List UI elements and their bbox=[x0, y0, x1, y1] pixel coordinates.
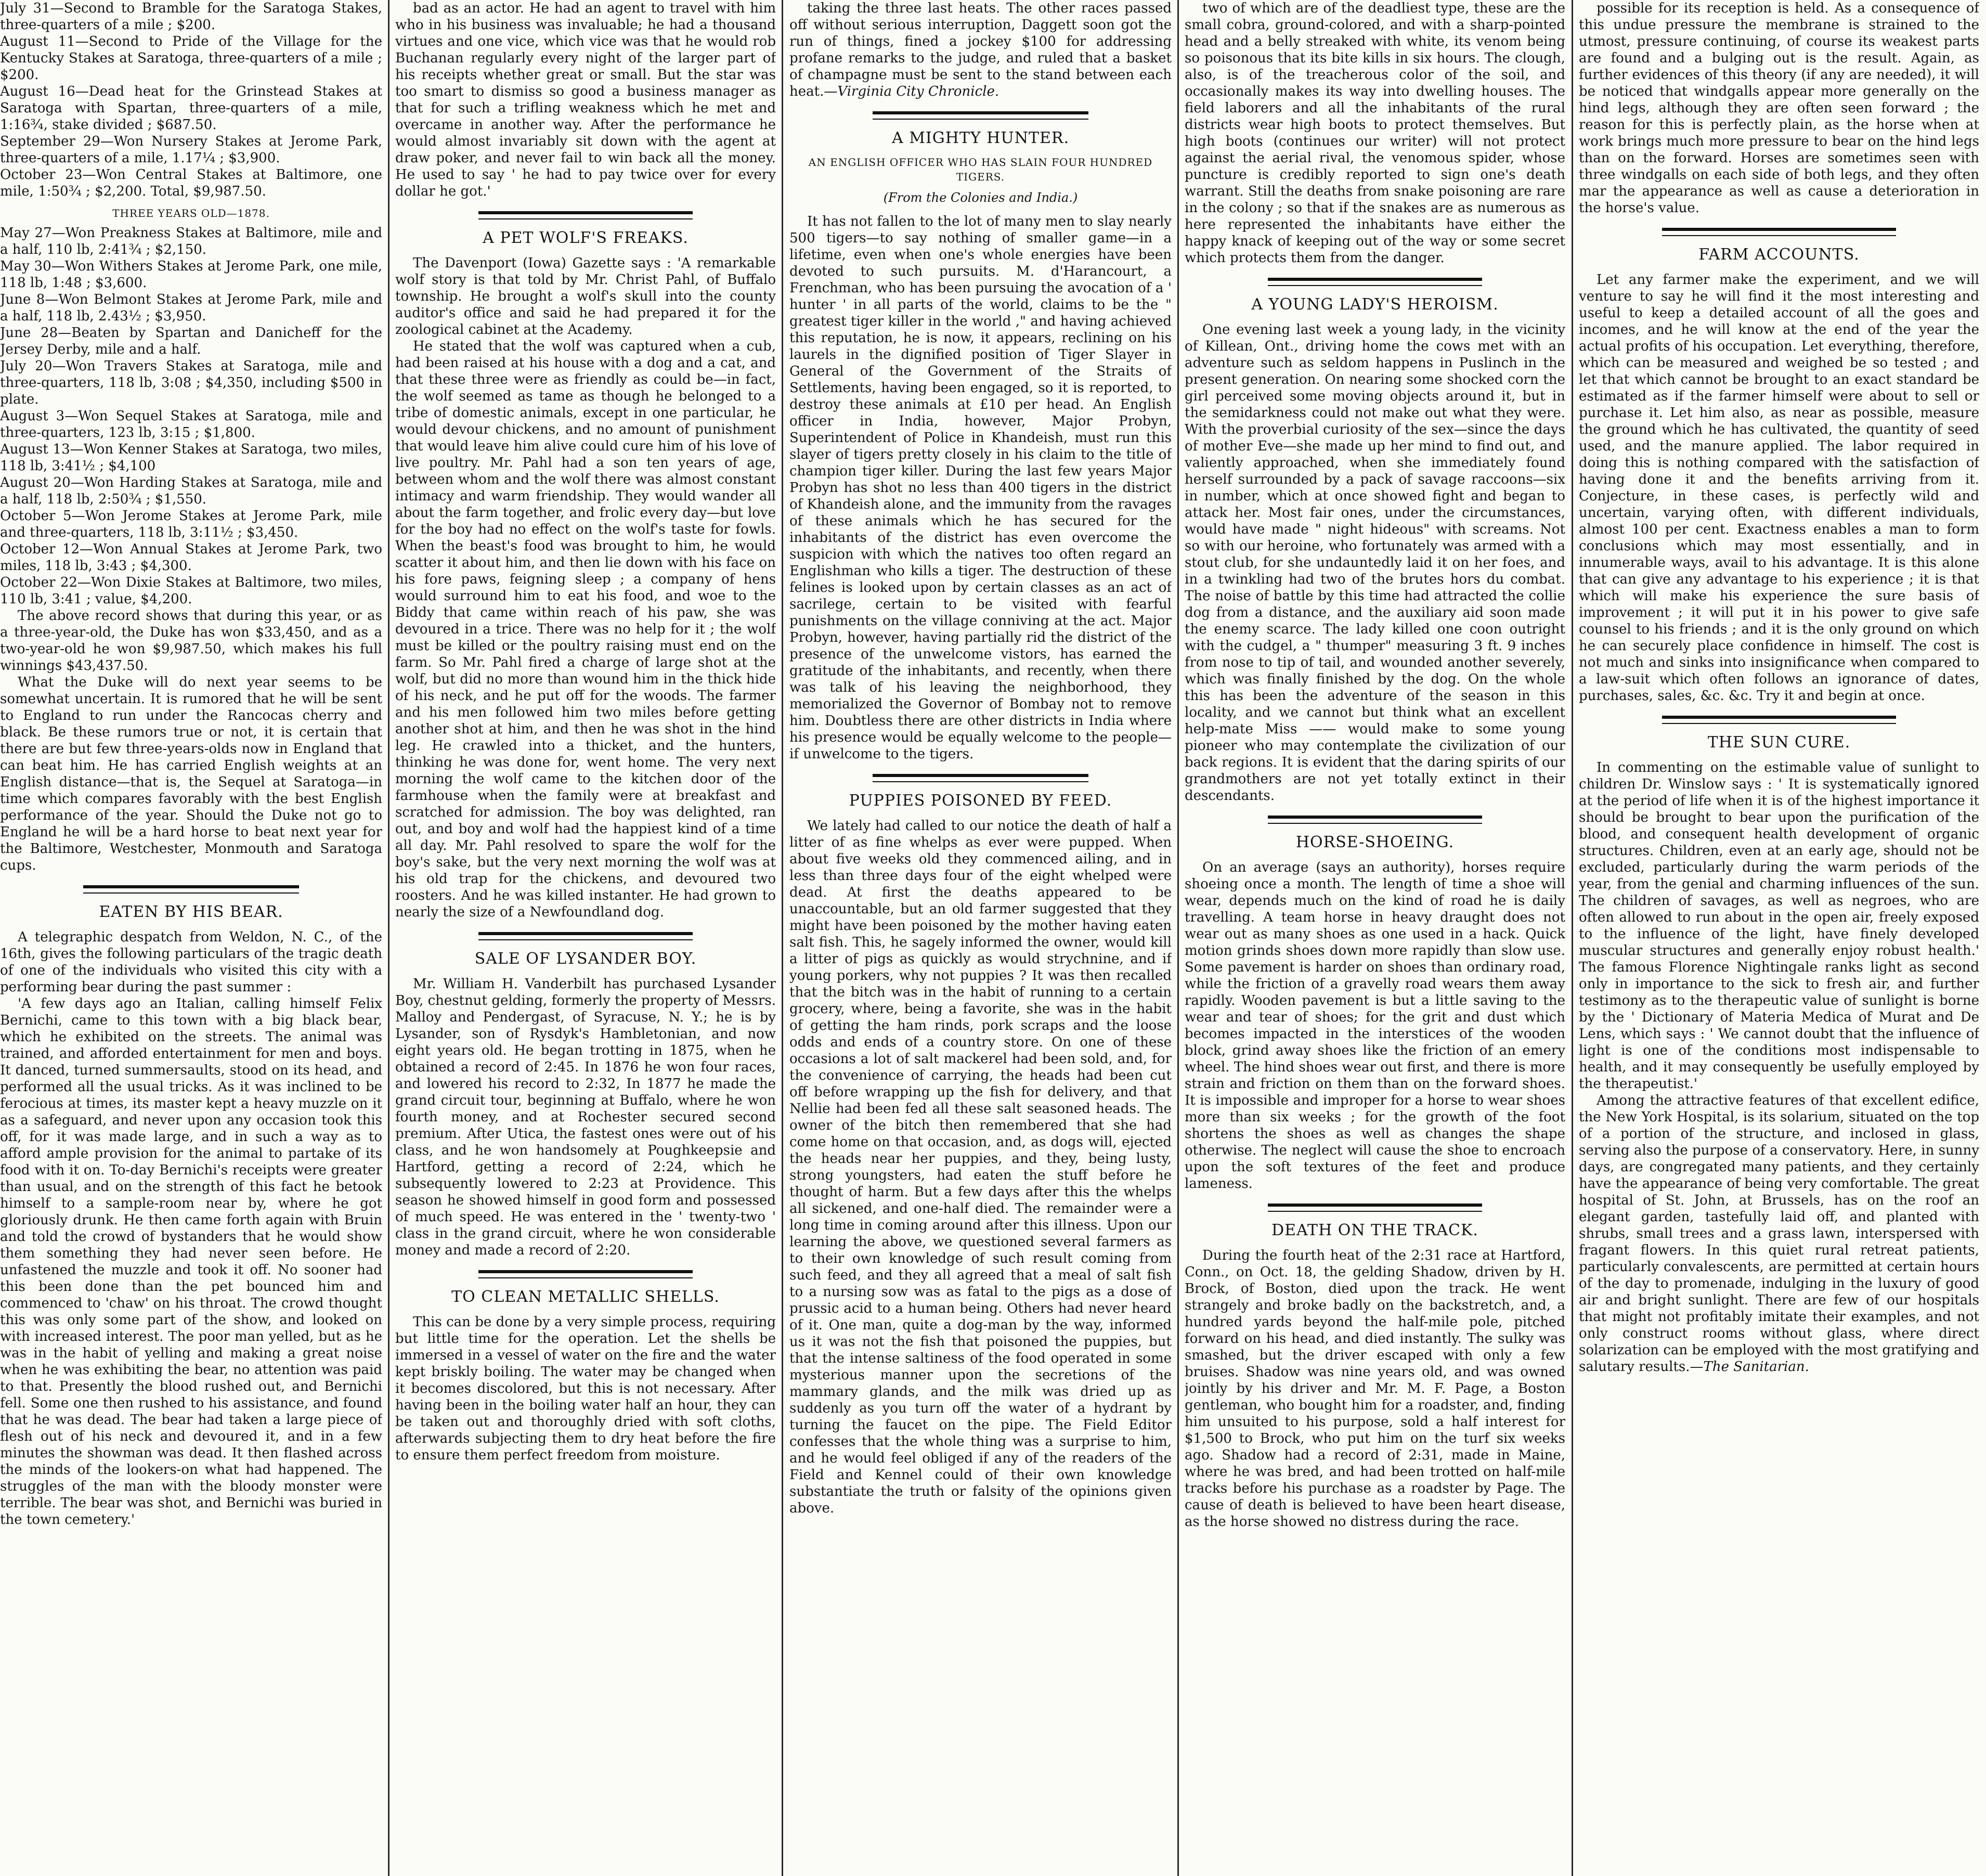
article-paragraph: One evening last week a young lady, in the vicinity of Killean, Ont., driving home the cows met with an adventure such as seldom happens in Puslinch in the present generation. On nearing some shocked corn the girl perceived some moving objects around it, but in the semidarkness could not make out what they were. With the proverbial curiosity of the sex—since the days of mother Eve—she made up her mind to find out, and valiently approached, when she immediately found herself surrounded by a pack of savage raccoons—six in number, which at once showed fight and began to attack her. Most fair ones, under the circumstances, would have made " night hideous" with screams. Not so with our heroine, who fortunately was armed with a stout club, for she undauntedly laid it on her foes, and in a twinkling had two of the brutes hors du combat. The noise of battle by this time had attracted the collie dog from a distance, and the auxiliary aid soon made the enemy scarce. The lady killed one coon outright with the cudgel, a " thumper" measuring 3 ft. 9 inches from nose to tip of tail, and wounded another severely, which was finally finished by the dog. On the whole this has been the adventure of the season in this locality, and we cannot but think what an excellent help-mate Miss —— would make to some young pioneer who may contemplate the civilization of our back regions. It is evident that the daring spirits of our grandmothers are not yet totally extinct in their descendants. bbox=[1185, 322, 1565, 804]
article-headline: SALE OF LYSANDER BOY. bbox=[474, 950, 697, 968]
article-headline: EATEN BY HIS BEAR. bbox=[99, 903, 283, 921]
article-headline: A PET WOLF'S FREAKS. bbox=[483, 229, 689, 247]
article-paragraph: We lately had called to our notice the death of half a litter of as fine whelps as ever were pupped. When about five weeks old they commenced ailing, and in less than three days four of the eight whelped were dead. At first the deaths appeared to be unaccountable, but an old farmer suggested that they might have been poisoned by the mother having eaten salt fish. This, he sagely informed the owner, would kill a litter of pigs as quickly as would strychnine, and if young porkers, why not puppies ? It was then recalled that the bitch was in the habit of running to a certain grocery, where, being a favorite, she was in the habit of getting the ham rinds, pork scraps and the loose odds and ends of a country store. On one of these occasions a lot of salt mackerel had been sold, and, for the convenience of carrying, the heads had been cut off before wrapping up the fish for delivery, and that Nellie had been fed all these salt seasoned heads. The owner of the bitch then remembered that she had come home on that occasion, and, as dogs will, ejected the heads near her puppies, and they, being lusty, strong youngsters, had eaten the stuff before he thought of harm. But a few days after this the whelps all sickened, and one-half died. The remainder were a long time in coming around after this illness. Upon our learning the above, we questioned several farmers as to their own knowledge of such result coming from such feed, and they all agreed that a meal of salt fish to a nursing sow was as fatal to the pigs as a dose of prussic acid to a human being. Others had never heard of it. One man, quite a dog-man by the way, informed us it was not the fish that poisoned the puppies, but that the intense saltiness of the food operated in some mysterious manner upon the secretions of the mammary glands, and the milk was dried up as suddenly as you turn off the water of a hydrant by turning the faucet on the pipe. The Field Editor confesses that the whole thing was a surprise to him, and he would feel obliged if any of the readers of the Field and Kennel could of their own knowledge substantiate the truth or falsity of the opinions given above. bbox=[789, 818, 1172, 1516]
race-record-entry: August 16—Dead heat for the Grinstead Stakes at Saratoga with Spartan, three-quarters of a mile, 1:16¾, stake divided ; $687.50. bbox=[0, 84, 382, 133]
article-headline: A YOUNG LADY'S HEROISM. bbox=[1251, 295, 1499, 314]
column-rule bbox=[782, 0, 783, 1876]
article-paragraph: Among the attractive features of that excellent edifice, the New York Hospital, is its solarium, situated on the top of a portion of the structure, and inclosed in glass, serving also the purpose of a conservatory. Here, in sunny days, are congregated many patients, and they certainly have the appearance of being very comfortable. The great hospital of St. John, at Brussels, has on the roof an elegant garden, tastefully laid off, and planted with shrubs, small trees and a grass lawn, interspersed with fragant flowers. In this quiet rural retreat patients, particularly convalescents, are permitted at certain hours of the day to promenade, indulging in the luxury of good air and bright sunlight. There are few of our hospitals that might not profitably imitate their examples, and not only construct rooms without glass, where direct solarization can be employed with the most gratifying and salutary results.—The Sanitarian. bbox=[1579, 1093, 1979, 1375]
article-paragraph: During the fourth heat of the 2:31 race at Hartford, Conn., on Oct. 18, the gelding Shadow, driven by H. Brock, of Boston, died upon the track. He went strangely and broke badly on the backstretch, and, a hundred yards beyond the half-mile pole, pitched forward on his head, and died instantly. The sulky was smashed, but the driver escaped with only a few bruises. Shadow was nine years old, and was owned jointly by his driver and Mr. M. F. Page, a Boston gentleman, who bought him for a roadster, and, finding him unsuited to his purpose, sold a half interest for $1,500 to Brock, who put him on the turf six weeks ago. Shadow had a record of 2:31, made in Maine, where he was bred, and had been trotted on half-mile tracks before his purchase as a roadster by Page. The cause of death is believed to have been heart disease, as the horse showed no distress during the race. bbox=[1185, 1248, 1565, 1530]
article-paragraph: A telegraphic despatch from Weldon, N. C., of the 16th, gives the following particulars of the tragic death of one of the individuals who visited this city with a performing bear during the past summer : bbox=[0, 929, 382, 995]
article-paragraph: The Davenport (Iowa) Gazette says : 'A remarkable wolf story is that told by Mr. Christ Pahl, of Buffalo township. He brought a wolf's skull into the county auditor's office and said he had prepared it for the zoological cabinet at the Academy. bbox=[395, 255, 776, 338]
article-paragraph: 'A few days ago an Italian, calling himself Felix Bernichi, came to this town with a big black bear, which he exhibited on the streets. The animal was trained, and afforded entertainment for men and boys. It danced, turned summersaults, stood on its head, and performed all the usual tricks. As it was inclined to be ferocious at times, its master kept a heavy muzzle on it as a safeguard, and never upon any occasion took this off, for it was made large, and in such a way as to afford ample provision for the animal to partake of its food with it on. To-day Bernichi's receipts were greater than usual, and on the strength of this fact he betook himself to a sample-room near by, where he got gloriously drunk. He then came forth again with Bruin and told the crowd of bystanders that he would show them something they had never seen before. He unfastened the muzzle and took it off. No sooner had this been done than the pet bounced him and commenced to 'chaw' on his throat. The crowd thought this was only some part of the show, and looked on with increased interest. The poor man yelled, but as he was in the habit of yelling and making a great noise when he was exhibiting the bear, no attention was paid to that. Presently the blood rushed out, and Bernichi fell. Some one then rushed to his assistance, and found that he was dead. The bear had taken a large piece of flesh out of his neck and devoured it, and in a few minutes the showman was dead. It then flashed across the minds of the lookers-on what had happened. The struggles of the man with the bloody monster were terrible. The bear was shot, and Bernichi was buried in the town cemetery.' bbox=[0, 996, 382, 1528]
race-record-entry: August 13—Won Kenner Stakes at Saratoga, two miles, 118 lb, 3:41½ ; $4,100 bbox=[0, 442, 382, 474]
article-paragraph: bad as an actor. He had an agent to travel with him who in his business was invaluable; he had a thousand virtues and one vice, which vice was that he would rob Buchanan regularly every night of the larger part of his receipts whether great or small. But the star was too smart to dismiss so good a business manager as that for such a trifling weakness which he met and overcame in another way. After the performance he would almost invariably sit down with the agent at draw poker, and never fail to win back all the money. He used to say ' he had to pay twice over for every dollar he got.' bbox=[395, 1, 776, 199]
column-rule bbox=[388, 0, 390, 1876]
section-divider bbox=[478, 932, 693, 940]
section-divider bbox=[478, 211, 693, 219]
section-divider bbox=[1268, 278, 1482, 286]
article-headline: A MIGHTY HUNTER. bbox=[892, 129, 1069, 147]
article-paragraph: On an average (says an authority), horses require shoeing once a month. The length of time a shoe will wear, depends much on the kind of road he is daily travelling. A team horse in heavy draught does not wear out as many shoes as one used in a hack. Quick motion grinds shoes down more rapidly than slow use. Some pavement is harder on shoes than ordinary road, while the friction of a gravelly road wears them away rapidly. Wooden pavement is but a little saving to the wear and tear of shoes; for the grit and dust which becomes impacted in the interstices of the wooden block, grind away shoes like the friction of an emery wheel. The hind shoes wear out first, and there is more strain and friction on them than on the forward shoes. It is impossible and improper for a horse to wear shoes more than six weeks ; for the growth of the foot shortens the shoes as well as changes the shape otherwise. The neglect will cause the shoe to encroach upon the soft textures of the feet and produce lameness. bbox=[1185, 860, 1565, 1192]
section-divider bbox=[1662, 228, 1896, 236]
column-5 bbox=[1579, 0, 1979, 1876]
column-3 bbox=[789, 0, 1172, 1876]
article-paragraph: The above record shows that during this year, or as a three-year-old, the Duke has won $33,450, and as a two-year-old he won $9,987.50, which makes his full winnings $43,437.50. bbox=[0, 608, 382, 674]
article-paragraph: What the Duke will do next year seems to be somewhat uncertain. It is rumored that he will be sent to England to run under the Rancocas cherry and black. Be these rumors true or not, it is certain that there are but few three-years-olds now in England that can beat him. He has carried English weights at an English distance—that is, the Sequel at Saratoga—in time which compares favorably with the best English performance of the year. Should the Duke not go to England he will be a hard horse to beat next year for the Baltimore, Westchester, Monmouth and Saratoga cups. bbox=[0, 675, 382, 873]
section-divider bbox=[873, 111, 1088, 120]
section-divider bbox=[478, 1270, 693, 1278]
article-headline: FARM ACCOUNTS. bbox=[1698, 245, 1860, 264]
article-headline: TO CLEAN METALLIC SHELLS. bbox=[451, 1288, 720, 1306]
race-record-entry: August 11—Second to Pride of the Village for the Kentucky Stakes at Saratoga, three-quarters of a mile ; $200. bbox=[0, 34, 382, 83]
race-record-entry: May 30—Won Withers Stakes at Jerome Park, one mile, 118 lb, 1:48 ; $3,600. bbox=[0, 258, 382, 291]
race-record-entry: June 8—Won Belmont Stakes at Jerome Park, mile and a half, 118 lb, 2.43½ ; $3,950. bbox=[0, 292, 382, 324]
column-rule bbox=[1572, 0, 1573, 1876]
race-record-entry: July 31—Second to Bramble for the Saratoga Stakes, three-quarters of a mile ; $200. bbox=[0, 1, 382, 33]
race-record-entry: August 20—Won Harding Stakes at Saratoga, mile and a half, 118 lb, 2:50¾ ; $1,550. bbox=[0, 475, 382, 507]
article-headline: DEATH ON THE TRACK. bbox=[1271, 1221, 1478, 1239]
article-paragraph: possible for its reception is held. As a consequence of this undue pressure the membrane is strained to the utmost, pressure continuing, of course its weakest parts are found and a bulging out is the result. Again, as further evidences of this theory (if any are needed), it will be noticed that windgalls appear more generally on the hind legs, although they are often seen forward ; the reason for this is perfectly plain, as the horse when at work brings much more pressure to bear on the hind legs than on the forward. Horses are sometimes seen with three windgalls on each side of both legs, and they often mar the appearance as well as cause a deterioration in the horse's value. bbox=[1579, 1, 1979, 216]
section-divider bbox=[1662, 716, 1896, 724]
section-subheading: THREE YEARS OLD—1878. bbox=[112, 207, 270, 219]
article-paragraph: Mr. William H. Vanderbilt has purchased Lysander Boy, chestnut gelding, formerly the property of Messrs. Malloy and Pendergast, of Syracuse, N. Y.; he is by Lysander, son of Rysdyk's Hambletonian, and now eight years old. He began trotting in 1875, when he obtained a record of 2:45. In 1876 he won four races, and lowered his record to 2:32, In 1877 he made the grand circuit tour, beginning at Buffalo, where he won fourth money, and at Rochester secured second premium. After Utica, the fastest ones were out of his class, and he won handsomely at Poughkeepsie and Hartford, getting a record of 2:24, which he subsequently lowered to 2:23 at Providence. This season he showed himself in good form and possessed of much speed. He was entered in the ' twenty-two ' class in the grand circuit, where he won considerable money and made a record of 2:20. bbox=[395, 976, 776, 1258]
article-paragraph: In commenting on the estimable value of sunlight to children Dr. Winslow says : ' It is systematically ignored at the period of life when it is of the highest importance it should be brought to bear upon the purification of the blood, and consequent health development of organic structures. Children, even at an early age, should not be excluded, particularly during the warm periods of the year, from the genial and charming influences of the sun. The children of savages, as well as negroes, who are often allowed to run about in the open air, freely exposed to the influence of the light, have finely developed muscular structures and generally enjoy robust health.' The famous Florence Nightingale ranks light as second only in importance to the sick to fresh air, and further testimony as to the therapeutic value of sunlight is borne by the ' Dictionary of Materia Medica of Murat and De Lens, which says : ' We cannot doubt that the influence of light is one of the conditions most indispensable to health, and it may consequently be usefully employed by the therapeutist.' bbox=[1579, 760, 1979, 1092]
section-divider bbox=[83, 885, 299, 894]
race-record-entry: May 27—Won Preakness Stakes at Baltimore, mile and a half, 110 lb, 2:41¾ ; $2,150. bbox=[0, 225, 382, 257]
article-subheadline: AN ENGLISH OFFICER WHO HAS SLAIN FOUR HUNDRED TIGERS. bbox=[808, 156, 1153, 183]
race-record-list bbox=[0, 225, 382, 607]
source-credit: (From the Colonies and India.) bbox=[883, 190, 1078, 205]
column-2 bbox=[395, 0, 776, 1876]
race-record-entry: September 29—Won Nursery Stakes at Jerome Park, three-quarters of a mile, 1.17¼ ; $3,900. bbox=[0, 134, 382, 166]
column-rule bbox=[1177, 0, 1179, 1876]
article-paragraph: Let any farmer make the experiment, and we will venture to say he will find it the most interesting and useful to keep a detailed account of all the goes and incomes, and he will know at the end of the year the actual profits of his occupation. Let everything, therefore, which can be measured and weighed be so tested ; and let that which cannot be brought to an exact standard be estimated as if the farmer himself were about to sell or purchase it. Let him also, as near as possible, measure the ground which he has cultivated, the quantity of seed used, and the manure applied. The labor required in doing this is nothing compared with the satisfaction of having done it and the benefits arriving from it. Conjecture, in these cases, is perfectly wild and uncertain, varying often, with different individuals, almost 100 per cent. Exactness enables a man to form conclusions which may most essentially, and in innumerable ways, avail to his advantage. It is this alone that can give any advantage to his experience ; it is that which will make his experience the sure basis of improvement ; it will put it in his power to give safe counsel to his friends ; and it is the only ground on which he can securely place confidence in himself. The cost is not much and sinks into insignificance when compared to a law-suit which often follows an ignorance of dates, purchases, sales, &c. &c. Try it and begin at once. bbox=[1579, 272, 1979, 704]
section-divider bbox=[1268, 1204, 1482, 1212]
article-paragraph: It has not fallen to the lot of many men to slay nearly 500 tigers—to say nothing of smaller game—in a lifetime, even when one's whole energies have been devoted to such pursuits. M. d'Harancourt, a Frenchman, who has been pursuing the avocation of a ' hunter ' in all parts of the world, claims to be the " greatest tiger killer in the world ," and having achieved this reputation, he is now, it appears, reclining on his laurels in the dignified position of Tiger Slayer in General of the Government of the Straits of Settlements, having been engaged, so it is reported, to destroy these animals at £10 per head. An English officer in India, however, Major Probyn, Superintendent of Police in Khandeish, must run this slayer of tigers pretty closely in his claim to the title of champion tiger killer. During the last few years Major Probyn has shot no less than 400 tigers in the district of Khandeish alone, and the immunity from the ravages of these animals which he has secured for the inhabitants of the district has even overcome the suspicion with which the natives too often regard an Englishman who kills a tiger. The destruction of these felines is looked upon by certain classes as an act of sacrilege, certain to be visited with fearful punishments on the village conniving at the act. Major Probyn, however, having partially rid the district of the presence of the unwelcome vistors, has earned the gratitude of the inhabitants, and recently, when there was talk of his leaving the neighborhood, they memorialized the Governor of Bombay not to remove him. Doubtless there are other districts in India where his presence would be equally welcome to the people—if unwelcome to the tigers. bbox=[789, 214, 1172, 762]
source-credit: Virginia City Chronicle. bbox=[837, 84, 1000, 99]
source-credit: The Sanitarian. bbox=[1703, 1359, 1809, 1375]
race-record-entry: October 5—Won Jerome Stakes at Jerome Park, mile and three-quarters, 118 lb, 3:11½ ; $3,450. bbox=[0, 508, 382, 540]
race-record-entry: October 23—Won Central Stakes at Baltimore, one mile, 1:50¾ ; $2,200. Total, $9,987.50. bbox=[0, 167, 382, 199]
article-paragraph: two of which are of the deadliest type, these are the small cobra, ground-colored, and with a sharp-pointed head and a belly streaked with white, its venom being so poisonous that its bite kills in six hours. The clough, also, is of the treacherous color of the soil, and occasionally makes its way into dwelling houses. The field laborers and all the inhabitants of the rural districts wear high boots to protect themselves. But high boots (continues our writer) will not protect against the aerial rival, the venomous spider, whose puncture is credibly reported to sign one's death warrant. Still the deaths from snake poisoning are rare in the colony ; so that if the snakes are as numerous as here represented the inhabitants have either the happy knack of keeping out of the way or some secret which protects them from the danger. bbox=[1185, 1, 1565, 266]
race-record-entry: October 22—Won Dixie Stakes at Baltimore, two miles, 110 lb, 3:41 ; value, $4,200. bbox=[0, 575, 382, 607]
race-record-list bbox=[0, 0, 382, 200]
column-1 bbox=[0, 0, 382, 1876]
column-4 bbox=[1185, 0, 1565, 1876]
article-headline: PUPPIES POISONED BY FEED. bbox=[849, 792, 1112, 810]
article-paragraph: This can be done by a very simple process, requiring but little time for the operation. Let the shells be immersed in a vessel of water on the fire and the water kept briskly boiling. The water may be changed when it becomes discolored, but this is not necessary. After having been in the boiling water half an hour, they can be taken out and thoroughly dried with soft cloths, afterwards subjecting them to dry heat before the fire to ensure them perfect freedom from moisture. bbox=[395, 1314, 776, 1463]
section-divider bbox=[873, 774, 1088, 782]
race-record-entry: July 20—Won Travers Stakes at Saratoga, mile and three-quarters, 118 lb, 3:08 ; $4,350, including $500 in plate. bbox=[0, 358, 382, 407]
race-record-entry: August 3—Won Sequel Stakes at Saratoga, mile and three-quarters, 123 lb, 3:15 ; $1,800. bbox=[0, 408, 382, 441]
section-divider bbox=[1268, 816, 1482, 824]
race-record-entry: October 12—Won Annual Stakes at Jerome Park, two miles, 118 lb, 3:43 ; $4,300. bbox=[0, 541, 382, 574]
article-paragraph: taking the three last heats. The other races passed off without serious interruption, Daggett soon got the run of things, fined a jockey $100 for addressing profane remarks to the judge, and ruled that a basket of champagne must be sent to the stand between each heat.—Virginia City Chronicle. bbox=[789, 1, 1172, 99]
article-headline: THE SUN CURE. bbox=[1707, 733, 1851, 752]
article-paragraph: He stated that the wolf was captured when a cub, had been raised at his house with a dog and a cat, and that these three were as friendly as could be—in fact, the wolf seemed as tame as though he belonged to a tribe of domestic animals, except in one particular, he would devour chickens, and no amount of punishment that would leave him alive could cure him of his love of live poultry. Mr. Pahl had a son ten years of age, between whom and the wolf there was almost constant intimacy and warm friendship. They would wander all about the farm together, and frolic every day—but love for the boy had no effect on the wolf's taste for fowls. When the beast's food was brought to him, he would scatter it about him, and then lie down with his face on his fore paws, feigning sleep ; a company of hens would surround him to eat his food, and woe to the Biddy that came within reach of his paw, she was devoured in a trice. There was no help for it ; the wolf must be killed or the poultry raising must end on the farm. So Mr. Pahl fired a charge of large shot at the wolf, but did no more than wound him in the thick hide of his neck, and he put off for the woods. The farmer and his men followed him two miles before getting another shot at him, and then he was shot in the hind leg. He crawled into a thicket, and the hunters, thinking he was done for, went home. The very next morning the wolf came to the kitchen door of the farmhouse when the family were at breakfast and scratched for admission. The boy was delighted, ran out, and boy and wolf had the happiest kind of a time all day. Mr. Pahl resolved to spare the wolf for the boy's sake, but the very next morning the wolf was at his old trap for the chickens, and devoured two roosters. And he was killed instanter. He had grown to nearly the size of a Newfoundland dog. bbox=[395, 339, 776, 920]
race-record-entry: June 28—Beaten by Spartan and Danicheff for the Jersey Derby, mile and a half. bbox=[0, 325, 382, 357]
article-headline: HORSE-SHOEING. bbox=[1295, 833, 1455, 851]
